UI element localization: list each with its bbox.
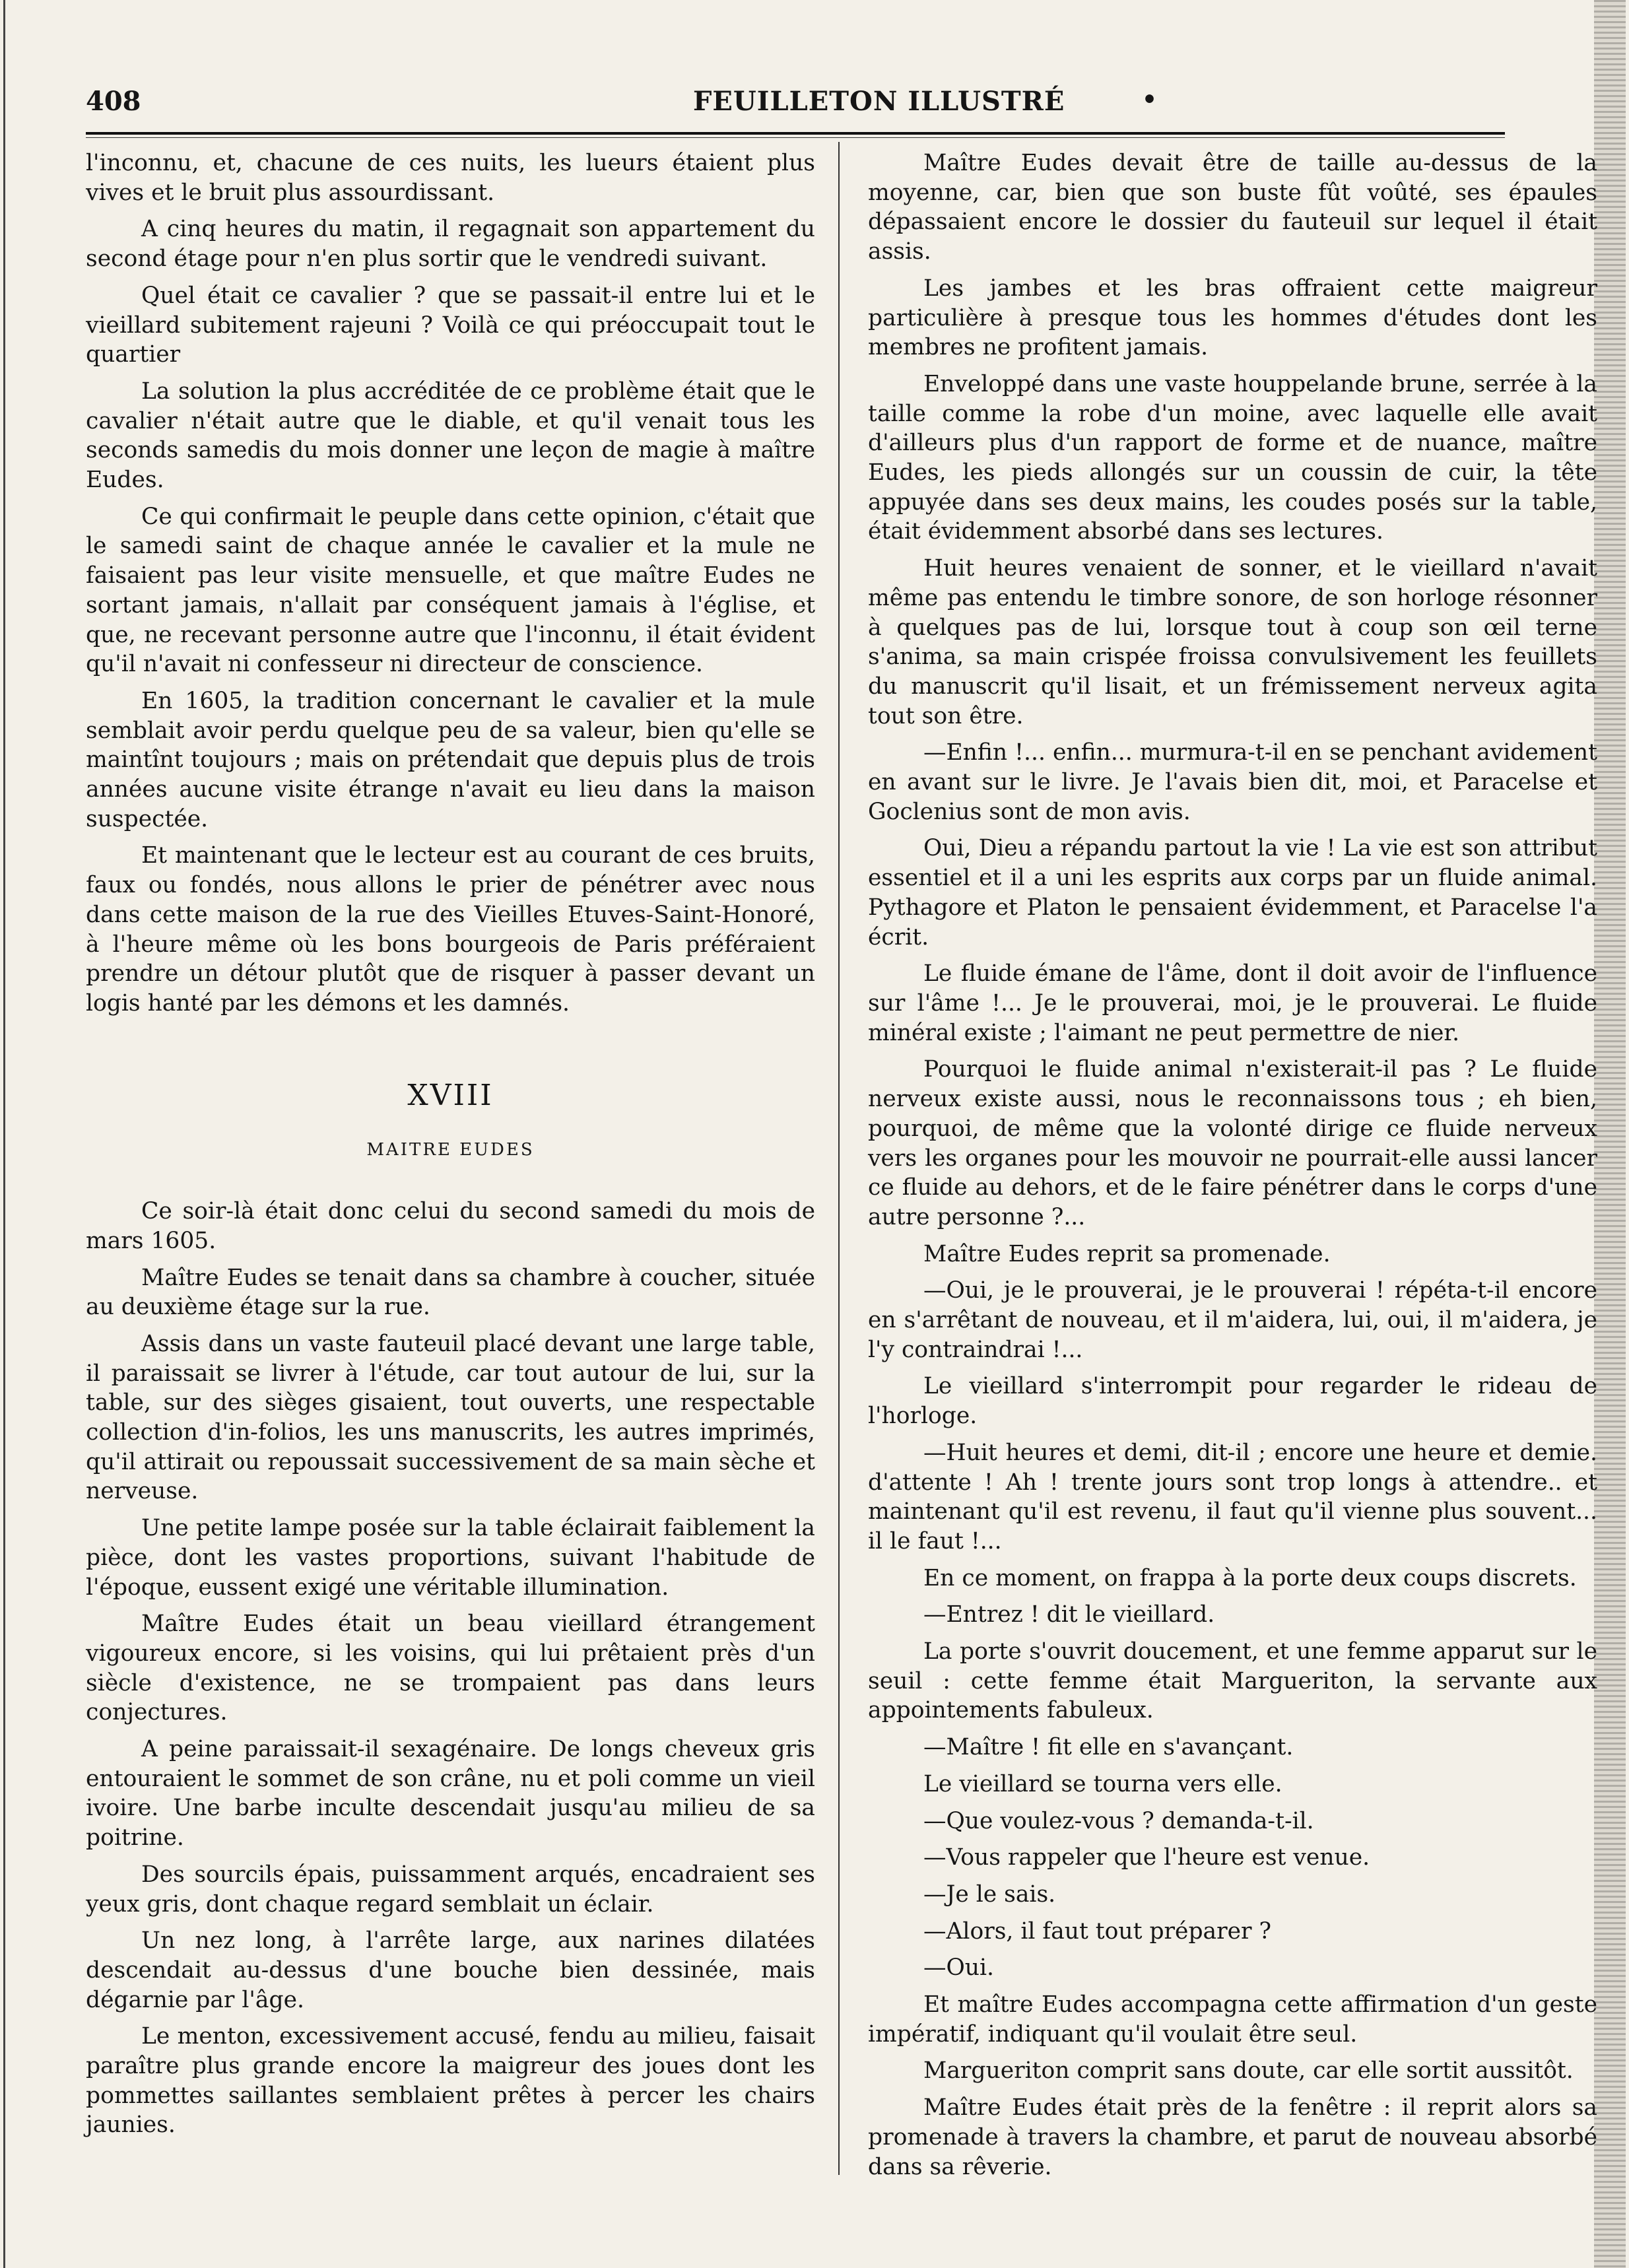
page-number: 408 xyxy=(86,86,141,117)
paragraph: Le menton, excessivement accusé, fendu au milieu, faisait paraître plus grande encore la maigreur des joues dont les pommettes saillantes semblaient prêtes à percer les chairs jaunies. xyxy=(86,2023,815,2139)
paragraph: Maître Eudes était un beau vieillard étrangement vigoureux encore, si les voisins, qui lui prêtaient près d'un siècle d'existence, ne se trompaient pas dans leurs conjectures. xyxy=(86,1611,815,1726)
paragraph: —Oui, je le prouverai, je le prouverai ! répéta-t-il encore en s'arrêtant de nouveau, et il m'aidera, lui, oui, il m'aidera, je l'y contraindrai !... xyxy=(868,1277,1597,1363)
paragraph: Ce soir-là était donc celui du second samedi du mois de mars 1605. xyxy=(86,1198,815,1254)
paragraph: Pourquoi le fluide animal n'existerait-il pas ? Le fluide nerveux existe aussi, nous le reconnaissons tous ; eh bien, pourquoi, de même que la volonté dirige ce fluide nerveux vers les organes pour les mouvoir ne pourrait-elle aussi lancer ce fluide au dehors, et de le faire pénétrer dans le corps d'une autre personne ?... xyxy=(868,1056,1597,1230)
paragraph: —Oui. xyxy=(923,1954,995,1982)
paragraph: Un nez long, à l'arrête large, aux narines dilatées descendait au-dessus d'une bouche bien dessinée, mais dégarnie par l'âge. xyxy=(86,1927,815,2013)
paragraph: Maître Eudes se tenait dans sa chambre à coucher, située au deuxième étage sur la rue. xyxy=(86,1264,815,1321)
paragraph: Maître Eudes devait être de taille au-dessus de la moyenne, car, bien que son buste fût voûté, ses épaules dépassaient encore le dossier du fauteuil sur lequel il était assis. xyxy=(868,150,1597,265)
paragraph: —Huit heures et demi, dit-il ; encore une heure et demie. d'attente ! Ah ! trente jours sont trop longs à attendre.. et maintenant qu'il est revenu, il faut qu'il vienne plus souvent... il le faut !... xyxy=(868,1439,1597,1554)
paragraph: En ce moment, on frappa à la porte deux coups discrets. xyxy=(923,1564,1577,1591)
left-column xyxy=(86,149,815,2147)
page-header xyxy=(86,81,1485,127)
paragraph: Le fluide émane de l'âme, dont il doit avoir de l'influence sur l'âme !... Je le prouverai, moi, je le prouverai. Le fluide minéral existe ; l'aimant ne peut permettre de nier. xyxy=(868,960,1597,1046)
paragraph: Quel était ce cavalier ? que se passait-il entre lui et le vieillard subitement rajeuni ? Voilà ce qui préoccupait tout le quartier xyxy=(86,282,815,368)
paragraph: Les jambes et les bras offraient cette maigreur particulière à presque tous les hommes d'études dont les membres ne profitent jamais. xyxy=(868,275,1597,361)
paragraph: La porte s'ouvrit doucement, et une femme apparut sur le seuil : cette femme était Margueriton, la servante aux appointements fabuleux. xyxy=(868,1638,1597,1724)
paragraph: Maître Eudes reprit sa promenade. xyxy=(923,1240,1331,1267)
column-divider xyxy=(838,142,840,2175)
paragraph: La solution la plus accréditée de ce problème était que le cavalier n'était autre que le diable, et qu'il venait tous les seconds samedis du mois donner une leçon de magie à maître Eudes. xyxy=(86,378,815,494)
page-left-edge xyxy=(3,0,5,2268)
paragraph: Le vieillard se tourna vers elle. xyxy=(923,1770,1282,1797)
right-column xyxy=(868,149,1597,2189)
paragraph: Et maître Eudes accompagna cette affirmation d'un geste impératif, indiquant qu'il voulait être seul. xyxy=(868,1991,1597,2048)
paragraph: Huit heures venaient de sonner, et le vieillard n'avait même pas entendu le timbre sonore, de son horloge résonner à quelques pas de lui, lorsque tout à coup son œil terne s'anima, sa main crispée froissa convulsivement les feuillets du manuscrit qu'il lisait, et un frémissement nerveux agita tout son être. xyxy=(868,555,1597,729)
paragraph: —Je le sais. xyxy=(923,1881,1056,1908)
paragraph: A peine paraissait-il sexagénaire. De longs cheveux gris entouraient le sommet de son crâne, nu et poli comme un vieil ivoire. Une barbe inculte descendait jusqu'au milieu de sa poitrine. xyxy=(86,1736,815,1851)
chapter-title: MAITRE EUDES xyxy=(366,1140,535,1160)
header-rule-thin xyxy=(86,137,1505,138)
paragraph: Ce qui confirmait le peuple dans cette opinion, c'était que le samedi saint de chaque année le cavalier et la mule ne faisaient pas leur visite mensuelle, et que maître Eudes ne sortant jamais, n'allait par conséquent jamais à l'église, et que, ne recevant personne autre que l'inconnu, il était évident qu'il n'avait ni confesseur ni directeur de conscience. xyxy=(86,503,815,678)
paragraph: —Que voulez-vous ? demanda-t-il. xyxy=(923,1807,1314,1834)
paragraph: Le vieillard s'interrompit pour regarder le rideau de l'horloge. xyxy=(868,1373,1597,1430)
paragraph: —Alors, il faut tout préparer ? xyxy=(923,1918,1271,1945)
paragraph: l'inconnu, et, chacune de ces nuits, les lueurs étaient plus vives et le bruit plus assourdissant. xyxy=(86,150,815,206)
paragraph: —Maître ! fit elle en s'avançant. xyxy=(923,1734,1294,1761)
paragraph: —Entrez ! dit le vieillard. xyxy=(923,1601,1215,1628)
paragraph: Enveloppé dans une vaste houppelande brune, serrée à la taille comme la robe d'un moine, avec laquelle elle avait d'ailleurs plus d'un rapport de forme et de nuance, maître Eudes, les pieds allongés sur un coussin de cuir, la tête appuyée dans ses deux mains, les coudes posés sur la table, était évidemment absorbé dans ses lectures. xyxy=(868,370,1597,545)
page-binding-edge xyxy=(1594,0,1626,2268)
paragraph: A cinq heures du matin, il regagnait son appartement du second étage pour n'en plus sortir que le vendredi suivant. xyxy=(86,216,815,273)
paragraph: Oui, Dieu a répandu partout la vie ! La vie est son attribut essentiel et il a uni les esprits aux corps par un fluide animal. Pythagore et Platon le pensaient évidemment, et Paracelse l'a écrit. xyxy=(868,835,1597,951)
chapter-number: XVIII xyxy=(407,1078,494,1112)
running-title: FEUILLETON ILLUSTRÉ xyxy=(693,86,1065,117)
paragraph: Et maintenant que le lecteur est au courant de ces bruits, faux ou fondés, nous allons le prier de pénétrer avec nous dans cette maison de la rue des Vieilles Etuves-Saint-Honoré, à l'heure même où les bons bourgeois de Paris préféraient prendre un détour plutôt que de risquer à passer devant un logis hanté par les démons et les damnés. xyxy=(86,842,815,1017)
header-ornament: • xyxy=(1142,86,1158,114)
paragraph: Maître Eudes était près de la fenêtre : il reprit alors sa promenade à travers la chambre, et parut de nouveau absorbé dans sa rêverie. xyxy=(868,2094,1597,2180)
paragraph: Une petite lampe posée sur la table éclairait faiblement la pièce, dont les vastes proportions, suivant l'habitude de l'époque, eussent exigé une véritable illumination. xyxy=(86,1515,815,1601)
paragraph: En 1605, la tradition concernant le cavalier et la mule semblait avoir perdu quelque peu de sa valeur, bien qu'elle se maintînt toujours ; mais on prétendait que depuis plus de trois années aucune visite étrange n'avait eu lieu dans la maison suspectée. xyxy=(86,687,815,832)
paragraph: —Vous rappeler que l'heure est venue. xyxy=(923,1844,1370,1871)
paragraph: —Enfin !... enfin... murmura-t-il en se penchant avidement en avant sur le livre. Je l'avais bien dit, moi, et Paracelse et Goclenius sont de mon avis. xyxy=(868,739,1597,825)
paragraph: Des sourcils épais, puissamment arqués, encadraient ses yeux gris, dont chaque regard semblait un éclair. xyxy=(86,1861,815,1918)
paragraph: Margueriton comprit sans doute, car elle sortit aussitôt. xyxy=(923,2057,1574,2085)
paragraph: Assis dans un vaste fauteuil placé devant une large table, il paraissait se livrer à l'étude, car tout autour de lui, sur la table, sur des sièges gisaient, tout ouverts, une respectable collection d'in-folios, les uns manuscrits, les autres imprimés, qu'il attirait ou repoussait successivement de sa main sèche et nerveuse. xyxy=(86,1330,815,1505)
header-rule xyxy=(86,132,1505,135)
